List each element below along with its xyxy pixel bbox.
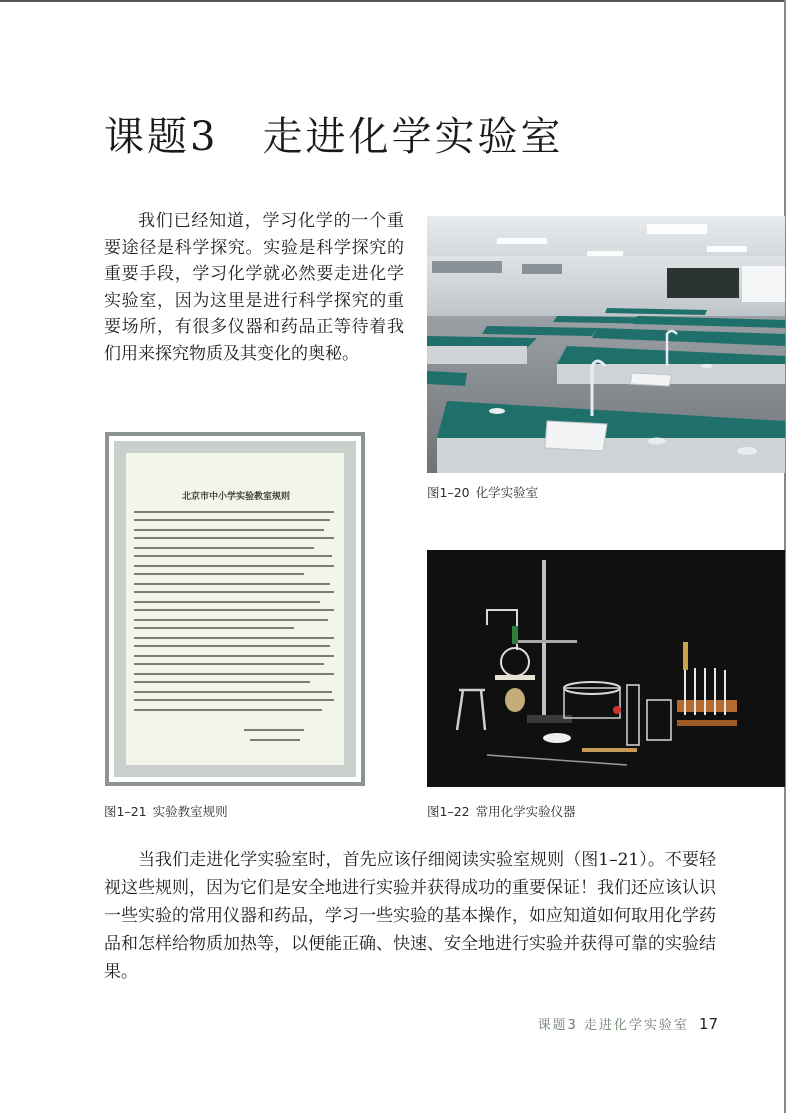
lab-figure-number: 图1–20 — [427, 485, 470, 500]
lesson-title — [104, 105, 563, 162]
page-edge-top — [0, 0, 786, 2]
equipment-figure-caption — [427, 802, 576, 820]
lab-illustration — [427, 216, 785, 473]
rules-poster-photo — [104, 431, 368, 788]
rules-figure-caption — [104, 802, 228, 820]
rules-figure-caption-text: 实验教室规则 — [152, 804, 228, 819]
rules-poster-illustration — [104, 431, 368, 788]
lesson-title-text: 走进化学实验室 — [262, 113, 564, 160]
equipment-illustration — [427, 550, 785, 787]
lesson-number: 课题3 — [104, 113, 219, 160]
footer-section-title: 课题3 走进化学实验室 — [537, 1018, 689, 1033]
intro-paragraph: 我们已经知道，学习化学的一个重要途径是科学探究。实验是科学探究的重要手段，学习化学就必然要走进化学实验室，因为这里是进行科学探究的重要场所，有很多仪器和药品正等待着我们用来探究物质及其变化的奥秘。 — [104, 211, 404, 364]
lab-figure-caption — [427, 483, 538, 501]
page-number: 17 — [698, 1015, 718, 1033]
rules-figure-number: 图1–21 — [104, 804, 147, 819]
body-paragraph: 当我们走进化学实验室时，首先应该仔细阅读实验室规则（图1–21）。不要轻视这些规则，因为它们是安全地进行实验并获得成功的重要保证！我们还应该认识一些实验的常用仪器和药品，学习一些实验的基本操作，如应知道如何取用化学药品和怎样给物质加热等，以便能正确、快速、安全地进行实验并获得可靠的实验结果。 — [104, 850, 716, 982]
equipment-photo — [427, 550, 785, 787]
lab-figure-caption-text: 化学实验室 — [475, 485, 539, 500]
page-footer — [538, 1014, 719, 1033]
equipment-figure-caption-text: 常用化学实验仪器 — [475, 804, 576, 819]
lab-photo — [427, 216, 785, 473]
equipment-figure-number: 图1–22 — [427, 804, 470, 819]
rules-poster-title: 北京市中小学实验教室规则 — [181, 492, 290, 502]
